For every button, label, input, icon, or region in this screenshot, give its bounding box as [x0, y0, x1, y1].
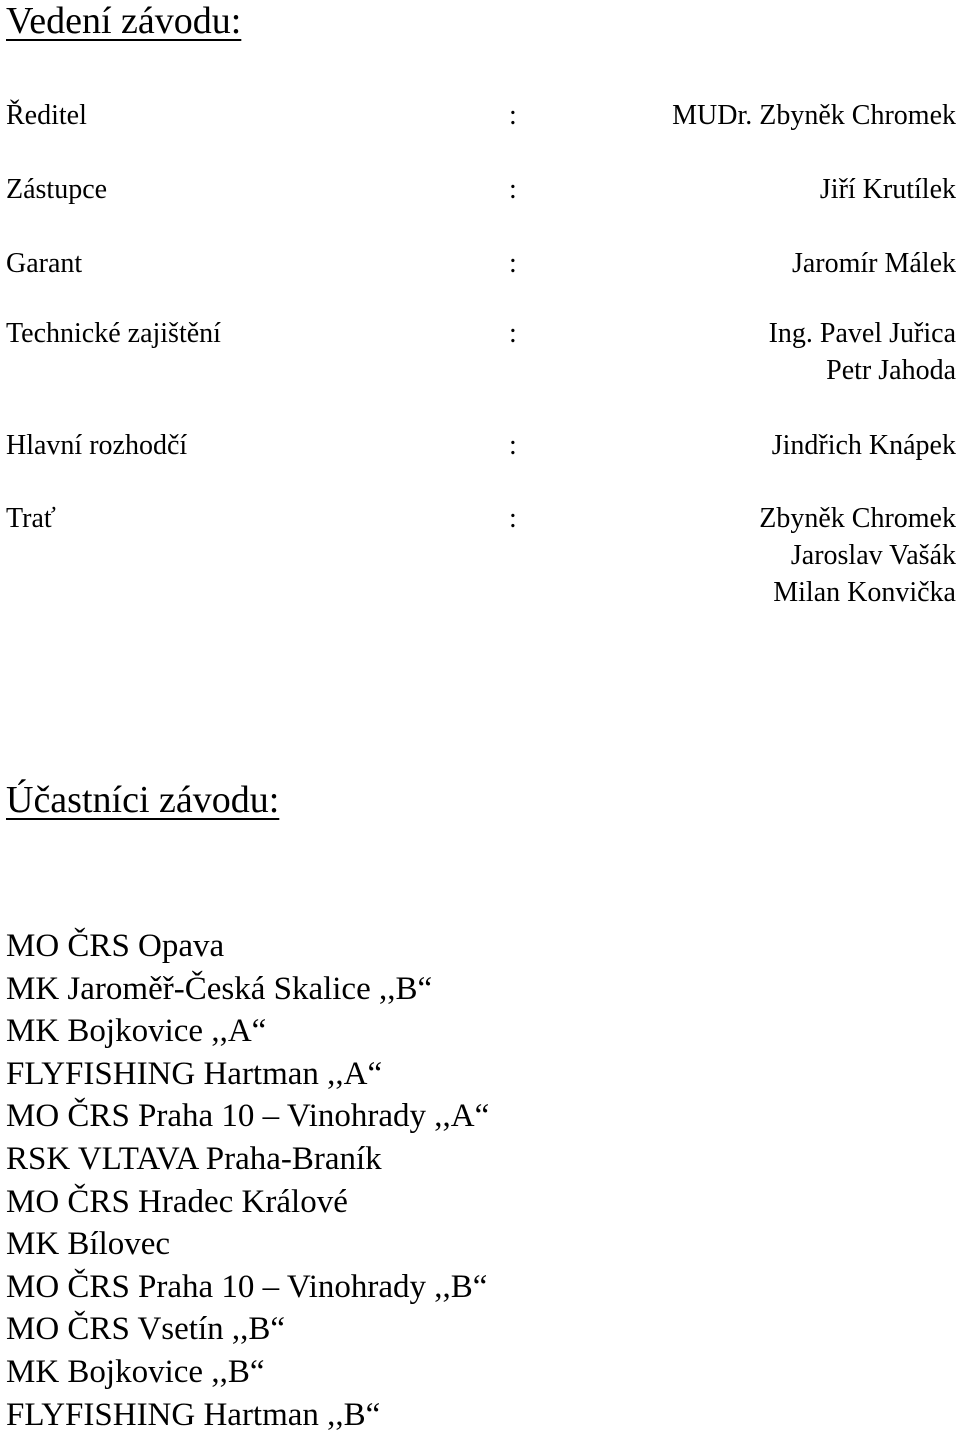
participant-item: MK Bojkovice ,,B“ [6, 1353, 265, 1390]
person-names [772, 427, 956, 464]
role-label: Garant [6, 248, 83, 279]
person-name: Petr Jahoda [826, 355, 956, 386]
participant-item: MK Bílovec [6, 1226, 171, 1263]
participant-item: MO ČRS Hradec Králové [6, 1183, 348, 1220]
role-label: Trať [6, 503, 56, 534]
person-name: Jindřich Knápek [771, 430, 956, 461]
person-names [820, 171, 956, 208]
separator: : [509, 174, 517, 205]
participant-item: MO ČRS Opava [6, 928, 225, 964]
participant-item: MO ČRS Praha 10 – Vinohrady ,,A“ [6, 1098, 490, 1135]
participant-item: MO ČRS Vsetín ,,B“ [6, 1311, 286, 1348]
participant-item: FLYFISHING Hartman ,,B“ [6, 1396, 381, 1433]
separator: : [509, 100, 517, 131]
person-name: Jaromír Málek [791, 248, 956, 279]
role-label: Technické zajištění [6, 318, 221, 349]
person-name: Ing. Pavel Juřica [768, 318, 956, 349]
separator: : [509, 318, 517, 349]
management-heading: Vedení závodu: [6, 0, 242, 42]
person-name: Jiří Krutílek [819, 174, 956, 205]
separator: : [509, 248, 517, 279]
separator: : [509, 503, 517, 534]
separator: : [509, 430, 517, 461]
person-name: Zbyněk Chromek [759, 503, 956, 534]
person-name: Jaroslav Vašák [790, 540, 956, 571]
person-names [769, 315, 956, 389]
person-names [759, 500, 956, 611]
participants-list [6, 925, 489, 1436]
participants-heading: Účastníci závodu: [6, 779, 280, 821]
person-names [672, 97, 956, 134]
participant-item: RSK VLTAVA Praha-Braník [6, 1140, 382, 1177]
participant-item: FLYFISHING Hartman ,,A“ [6, 1055, 383, 1092]
participant-item: MK Jaroměř-Česká Skalice ,,B“ [6, 970, 433, 1007]
role-label: Hlavní rozhodčí [6, 430, 188, 461]
person-name: MUDr. Zbyněk Chromek [672, 100, 956, 131]
participant-item: MK Bojkovice ,,A“ [6, 1013, 267, 1050]
person-names [792, 245, 956, 282]
role-label: Zástupce [6, 174, 108, 205]
role-label: Ředitel [6, 100, 87, 131]
participant-item: MO ČRS Praha 10 – Vinohrady ,,B“ [6, 1268, 488, 1305]
person-name: Milan Konvička [773, 577, 956, 608]
